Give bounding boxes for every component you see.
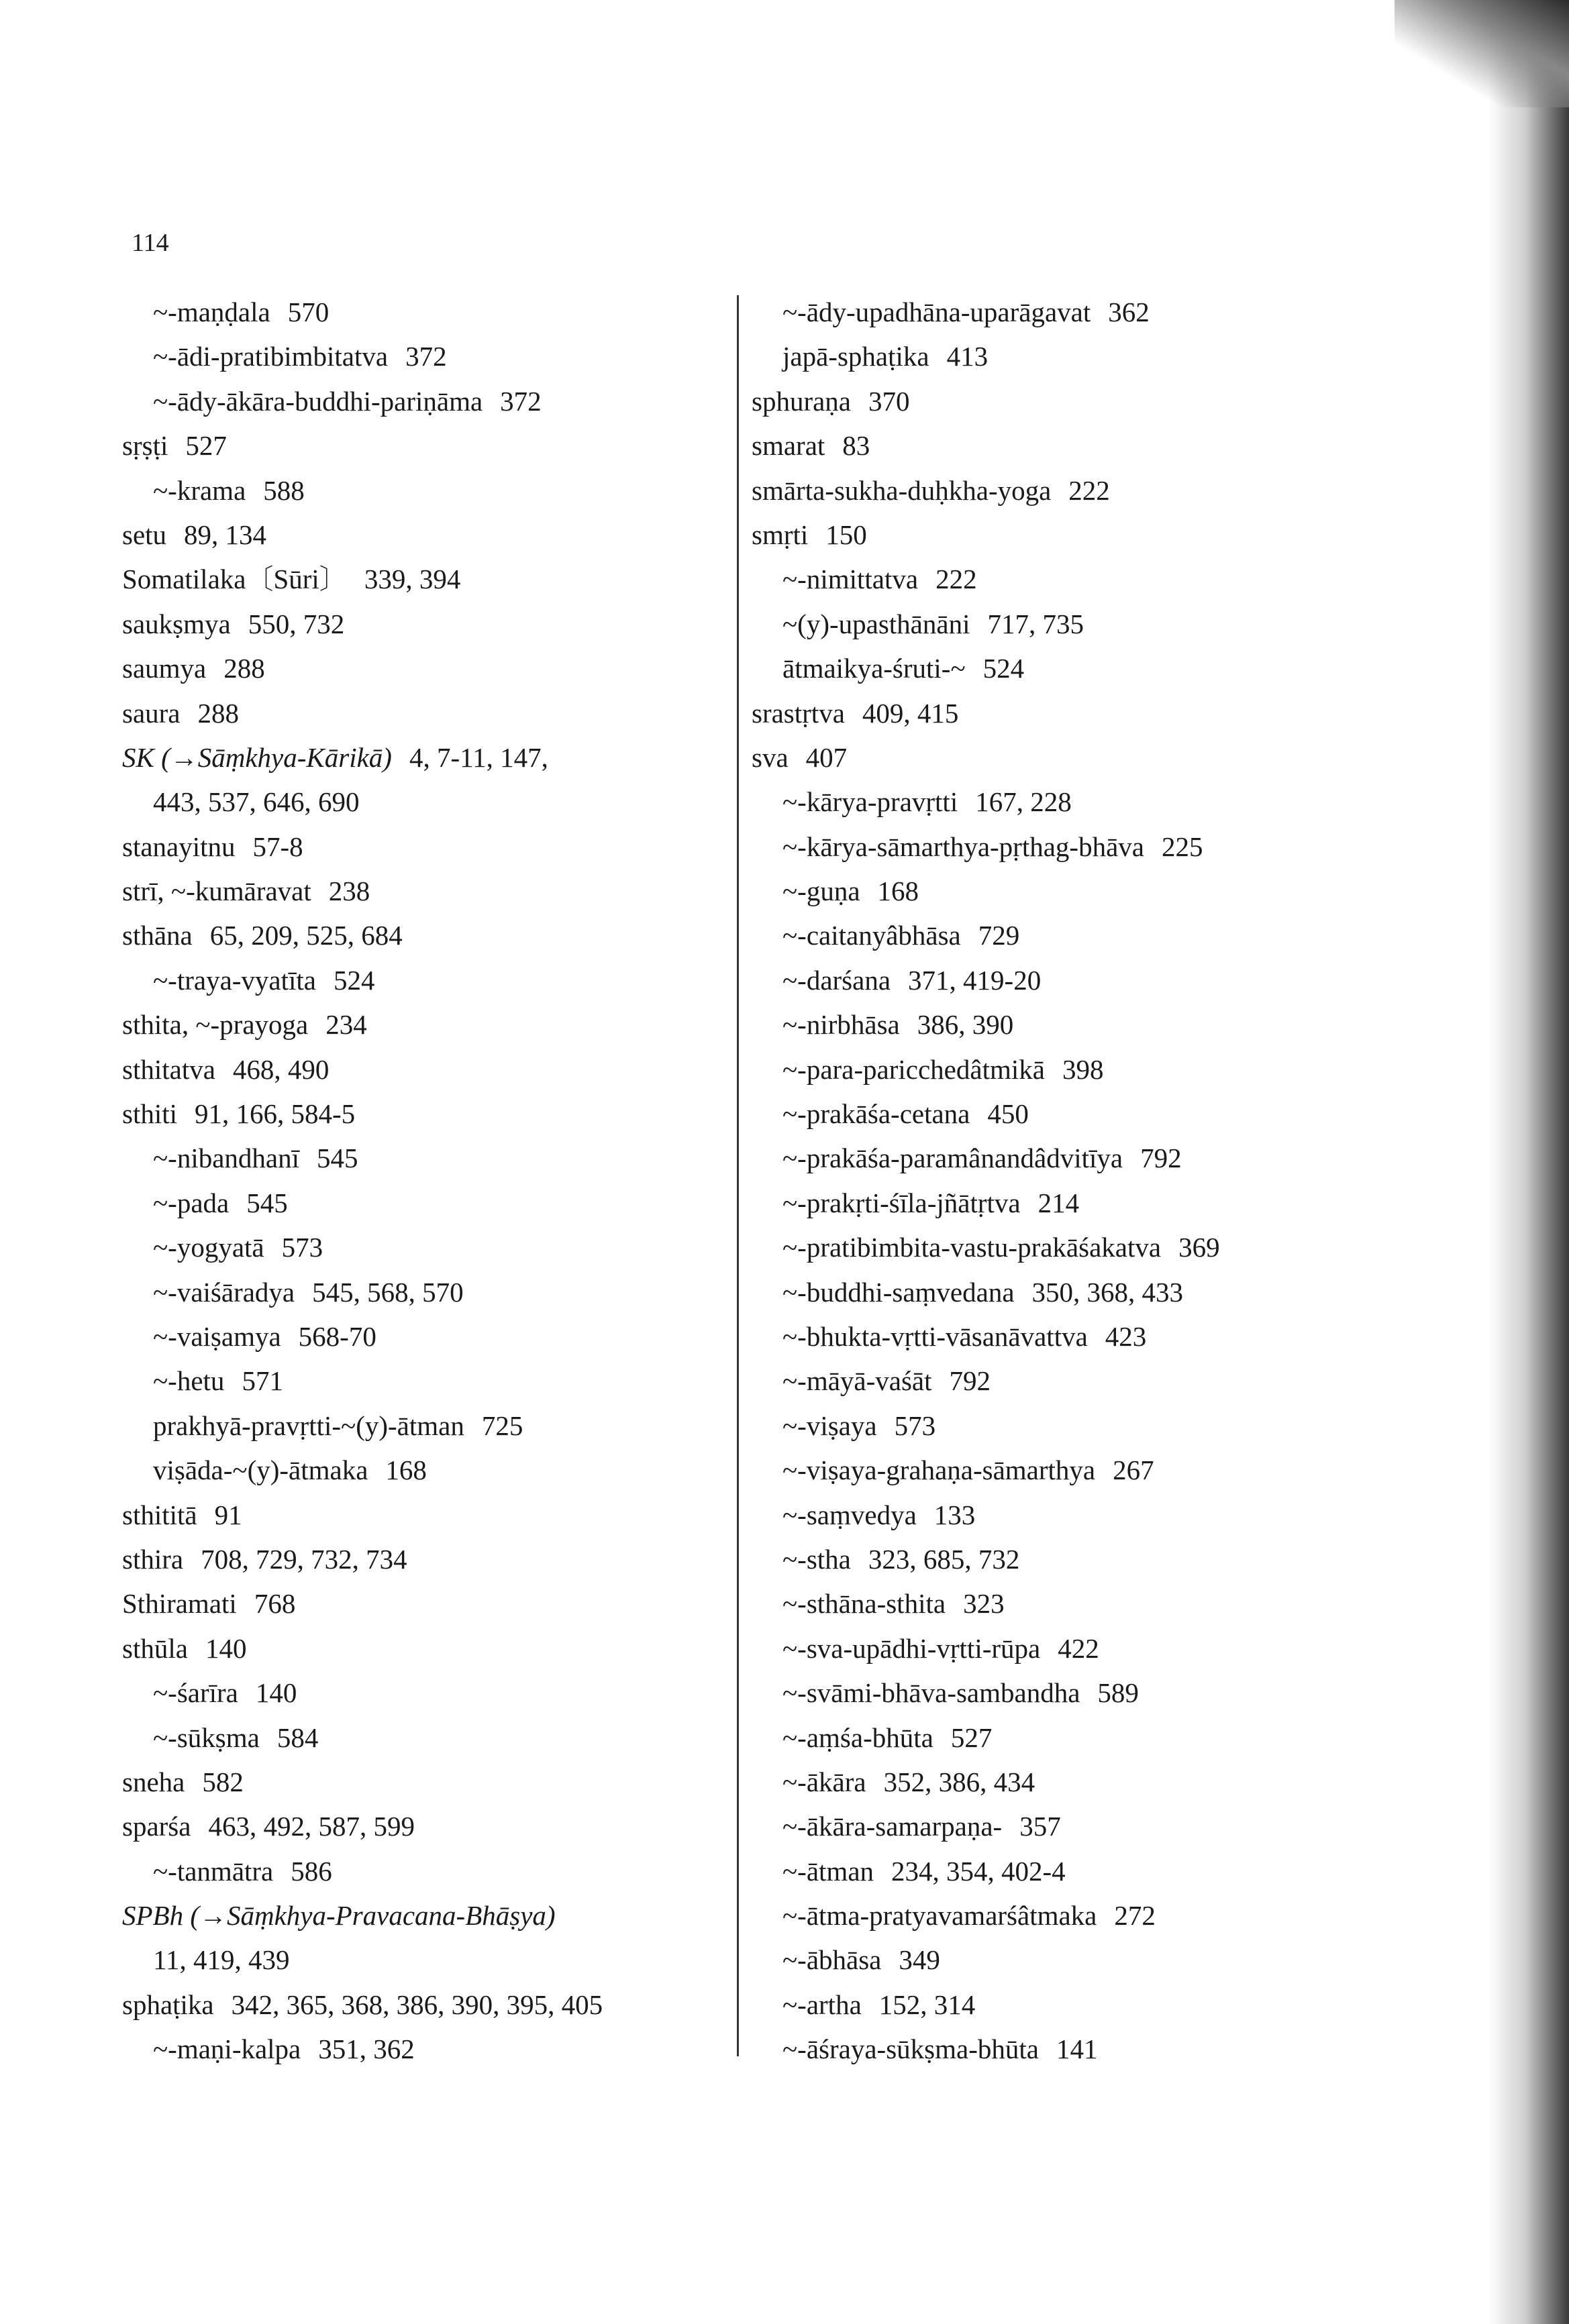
page-edge-shadow — [1488, 0, 1569, 2324]
index-column-left — [122, 290, 603, 2072]
index-entry — [122, 1581, 603, 1626]
index-entry — [752, 1983, 1220, 2027]
index-term: sphaṭika — [122, 1989, 214, 2020]
index-term: ~-viṣaya-grahaṇa-sāmarthya — [782, 1455, 1096, 1486]
index-term: sthitatva — [122, 1053, 215, 1085]
page-references: 351, 362 — [318, 2034, 415, 2065]
page-references: 589 — [1097, 1677, 1139, 1709]
index-entry — [122, 1136, 603, 1180]
page-references: 524 — [982, 653, 1025, 684]
page-references: 443, 537, 646, 690 — [153, 786, 360, 818]
page-references: 323, 685, 732 — [868, 1543, 1020, 1575]
page-references: 83 — [842, 430, 870, 462]
index-column-right — [752, 290, 1220, 2072]
index-entry — [752, 1671, 1220, 1715]
page-references: 65, 209, 525, 684 — [209, 920, 403, 951]
page-references: 352, 386, 434 — [883, 1766, 1035, 1797]
index-entry — [752, 1047, 1220, 1092]
index-entry — [752, 1493, 1220, 1537]
index-term: prakhyā-pravṛtti-~(y)-ātman — [153, 1410, 464, 1441]
page-references: 582 — [202, 1766, 244, 1797]
index-term: saura — [122, 697, 181, 729]
page-references: 463, 492, 587, 599 — [208, 1811, 415, 1842]
index-term: ~-caitanyâbhāsa — [782, 920, 961, 951]
page-references: 524 — [334, 964, 375, 996]
page-references: 369 — [1178, 1232, 1220, 1263]
index-term: ~-ātma-pratyavamarśâtmaka — [782, 1900, 1097, 1932]
index-term: ~-sthāna-sthita — [782, 1588, 946, 1620]
index-term: ~-saṃvedya — [782, 1499, 917, 1530]
page-references: 350, 368, 433 — [1031, 1276, 1184, 1308]
page-references: 386, 390 — [917, 1009, 1014, 1041]
index-entry — [752, 1626, 1220, 1671]
index-entry — [752, 1181, 1220, 1225]
index-entry — [122, 1181, 603, 1225]
index-term: ~-śarīra — [153, 1677, 238, 1709]
index-term: sthita, ~-prayoga — [122, 1009, 309, 1041]
index-entry — [752, 468, 1220, 513]
index-term: ~-ātman — [782, 1855, 874, 1887]
page-references: 768 — [254, 1588, 296, 1620]
index-term: SK (→Sāṃkhya-Kārikā) — [122, 741, 392, 773]
index-entry — [122, 1804, 603, 1848]
index-term: setu — [122, 519, 167, 550]
index-term: ~-ādy-upadhāna-uparāgavat — [782, 297, 1091, 327]
index-term: ~-pada — [153, 1187, 230, 1218]
index-term: ~-svāmi-bhāva-sambandha — [782, 1677, 1080, 1709]
index-term: ~-sva-upādhi-vṛtti-rūpa — [782, 1632, 1041, 1664]
page-references: 167, 228 — [975, 786, 1072, 818]
index-entry — [122, 1849, 603, 1893]
page-references: 571 — [242, 1365, 283, 1397]
page-references: 141 — [1056, 2034, 1098, 2065]
index-entry — [752, 1225, 1220, 1269]
page-references: 234 — [325, 1009, 367, 1041]
index-entry — [752, 958, 1220, 1002]
index-term: ~-krama — [153, 474, 246, 506]
page-references: 568-70 — [298, 1320, 376, 1352]
page-references: 57-8 — [252, 831, 303, 862]
page-references: 398 — [1062, 1053, 1104, 1085]
page-references: 91, 166, 584-5 — [195, 1098, 356, 1130]
page-references: 288 — [197, 697, 240, 729]
index-term: sṛṣṭi — [122, 430, 168, 462]
index-entry — [752, 646, 1220, 690]
page-references: 545 — [317, 1143, 358, 1174]
index-term: ~-prakāśa-cetana — [782, 1098, 970, 1130]
index-entry — [752, 1404, 1220, 1448]
index-entry — [122, 557, 603, 601]
page-references: 573 — [281, 1232, 323, 1263]
page-references: 234, 354, 402-4 — [891, 1855, 1066, 1887]
index-entry — [122, 1047, 603, 1092]
page-references: 357 — [1019, 1811, 1061, 1842]
page-references: 370 — [868, 385, 910, 417]
index-entry — [122, 1715, 603, 1760]
index-entry — [752, 825, 1220, 869]
index-term: ~-pratibimbita-vastu-prakāśakatva — [782, 1232, 1162, 1263]
index-entry — [122, 1493, 603, 1537]
index-entry — [752, 1270, 1220, 1314]
index-entry — [122, 423, 603, 468]
page-references: 729 — [978, 920, 1020, 951]
index-entry — [752, 1760, 1220, 1804]
page-references: 409, 415 — [862, 697, 959, 729]
page-references: 717, 735 — [987, 608, 1084, 639]
index-entry — [752, 290, 1220, 334]
index-term: ~-nimittatva — [782, 564, 919, 595]
index-entry — [122, 1938, 603, 1982]
page-references: 168 — [385, 1455, 427, 1486]
index-entry — [122, 913, 603, 957]
page-references: 468, 490 — [232, 1053, 330, 1085]
index-entry — [122, 825, 603, 869]
index-entry — [122, 691, 603, 735]
index-term: SPBh (→Sāṃkhya-Pravacana-Bhāṣya) — [122, 1900, 556, 1932]
index-term: ~-ākāra — [782, 1766, 866, 1797]
page-references: 550, 732 — [248, 608, 345, 639]
index-term: viṣāda-~(y)-ātmaka — [153, 1455, 368, 1486]
index-entry — [122, 1002, 603, 1047]
index-term: sthititā — [122, 1499, 197, 1530]
index-term: ~(y)-upasthānāni — [782, 608, 970, 639]
page-references: 140 — [205, 1632, 247, 1664]
page-references: 584 — [276, 1722, 319, 1753]
page-references: 89, 134 — [184, 519, 267, 550]
page-references: 267 — [1113, 1455, 1154, 1486]
column-divider — [737, 295, 739, 2056]
index-term: japā-sphaṭika — [782, 341, 929, 372]
index-entry — [122, 2027, 603, 2071]
index-entry — [122, 780, 603, 824]
page-references: 133 — [933, 1499, 976, 1530]
page-references: 527 — [950, 1722, 993, 1753]
index-entry — [752, 1092, 1220, 1136]
index-term: sthāna — [122, 920, 193, 951]
index-entry — [122, 602, 603, 646]
index-term: stanayitnu — [122, 831, 236, 862]
index-term: ~-nirbhāsa — [782, 1009, 900, 1041]
index-entry — [752, 780, 1220, 824]
page-references: 342, 365, 368, 386, 390, 395, 405 — [231, 1989, 603, 2020]
index-term: ~-bhukta-vṛtti-vāsanāvattva — [782, 1320, 1088, 1352]
index-entry — [752, 1359, 1220, 1403]
index-term: sparśa — [122, 1811, 191, 1842]
index-term: ~-viṣaya — [782, 1410, 877, 1441]
index-entry — [752, 379, 1220, 423]
index-entry — [752, 1715, 1220, 1760]
index-entry — [752, 513, 1220, 557]
page-references: 527 — [185, 430, 227, 462]
page-number: 114 — [132, 229, 169, 257]
index-term: ~-artha — [782, 1989, 862, 2020]
index-term: ~-ābhāsa — [782, 1944, 882, 1976]
page-references: 214 — [1037, 1187, 1080, 1218]
index-term: ~-prakṛti-śīla-jñātṛtva — [782, 1187, 1021, 1218]
page-references: 407 — [805, 741, 848, 773]
index-term: ~-maṇḍala — [153, 297, 270, 327]
index-entry — [752, 557, 1220, 601]
index-term: ~-stha — [782, 1543, 851, 1575]
page-references: 792 — [1140, 1143, 1182, 1174]
index-entry — [122, 1359, 603, 1403]
page-references: 222 — [935, 564, 977, 595]
page-references: 11, 419, 439 — [153, 1944, 290, 1976]
index-entry — [122, 1760, 603, 1804]
index-entry — [752, 1938, 1220, 1982]
index-entry — [122, 869, 603, 913]
index-term: ~-māyā-vaśāt — [782, 1365, 932, 1397]
page-references: 422 — [1058, 1632, 1099, 1664]
index-term: ~-kārya-sāmarthya-pṛthag-bhāva — [782, 831, 1144, 862]
page-references: 323 — [963, 1588, 1005, 1620]
index-entry — [752, 1849, 1220, 1893]
index-entry — [752, 1537, 1220, 1581]
index-entry — [752, 423, 1220, 468]
index-term: saumya — [122, 653, 207, 684]
page-references: 372 — [405, 341, 447, 372]
index-entry — [752, 1136, 1220, 1180]
page-references: 362 — [1108, 297, 1150, 327]
page-references: 450 — [987, 1098, 1029, 1130]
index-entry — [122, 379, 603, 423]
page-references: 372 — [500, 385, 542, 417]
index-entry — [752, 1581, 1220, 1626]
index-entry — [122, 1448, 603, 1492]
index-term: ~-sūkṣma — [153, 1722, 260, 1753]
index-entry — [752, 691, 1220, 735]
index-term: ~-ākāra-samarpaṇa- — [782, 1811, 1003, 1842]
index-term: ~-maṇi-kalpa — [153, 2034, 301, 2065]
index-term: smarat — [752, 430, 825, 462]
index-term: ~-āśraya-sūkṣma-bhūta — [782, 2034, 1039, 2065]
index-term: sthiti — [122, 1098, 178, 1130]
index-term: ~-guṇa — [782, 876, 860, 907]
page-references: 725 — [481, 1410, 523, 1441]
page-references: 222 — [1068, 474, 1110, 506]
index-entry — [122, 1270, 603, 1314]
page-references: 792 — [949, 1365, 991, 1397]
index-term: sthūla — [122, 1632, 188, 1664]
page-references: 413 — [946, 341, 989, 372]
index-term: srastṛtva — [752, 697, 845, 729]
index-term: ~-hetu — [153, 1365, 225, 1397]
page-references: 708, 729, 732, 734 — [201, 1543, 407, 1575]
page-references: 4, 7-11, 147, — [409, 741, 548, 773]
index-entry — [752, 869, 1220, 913]
index-term: smārta-sukha-duḥkha-yoga — [752, 474, 1052, 506]
index-entry — [122, 646, 603, 690]
index-term: ~-ādi-pratibimbitatva — [153, 341, 389, 372]
page-references: 570 — [287, 297, 330, 327]
index-entry — [122, 513, 603, 557]
page-references: 586 — [291, 1855, 332, 1887]
index-entry — [122, 1983, 603, 2027]
index-entry — [122, 1537, 603, 1581]
page-references: 272 — [1114, 1900, 1156, 1932]
index-term: sva — [752, 741, 789, 773]
index-term: ~-vaiśāradya — [153, 1276, 295, 1308]
index-term: Sthiramati — [122, 1588, 237, 1620]
page-references: 238 — [328, 876, 370, 907]
index-entry — [752, 913, 1220, 957]
index-entry — [122, 290, 603, 334]
index-term: saukṣmya — [122, 608, 231, 639]
index-term: ~-prakāśa-paramânandâdvitīya — [782, 1143, 1123, 1174]
page-references: 371, 419-20 — [908, 964, 1042, 996]
index-entry — [122, 334, 603, 378]
page-references: 91 — [214, 1499, 242, 1530]
index-term: ~-darśana — [782, 964, 891, 996]
index-term: ~-yogyatā — [153, 1232, 264, 1263]
index-entry — [122, 1092, 603, 1136]
index-entry — [752, 735, 1220, 780]
index-term: strī, ~-kumāravat — [122, 876, 311, 907]
index-entry — [122, 1626, 603, 1671]
page-references: 288 — [223, 653, 265, 684]
index-entry — [752, 1893, 1220, 1938]
page-references: 545 — [246, 1187, 288, 1218]
index-entry — [752, 1314, 1220, 1359]
index-entry — [752, 1804, 1220, 1848]
index-term: sthira — [122, 1543, 184, 1575]
page-references: 150 — [825, 519, 867, 550]
index-term: ~-nibandhanī — [153, 1143, 300, 1174]
page-references: 588 — [263, 474, 305, 506]
index-term: Somatilaka〔Sūri〕 — [122, 564, 347, 595]
index-term: sneha — [122, 1766, 185, 1797]
index-term: ~-tanmātra — [153, 1855, 274, 1887]
page-references: 339, 394 — [364, 564, 461, 595]
page-references: 225 — [1161, 831, 1203, 862]
index-entry — [752, 2027, 1220, 2071]
page-references: 423 — [1105, 1320, 1147, 1352]
page-references: 545, 568, 570 — [312, 1276, 464, 1308]
index-entry — [122, 1671, 603, 1715]
index-entry — [122, 735, 603, 780]
index-entry — [122, 1225, 603, 1269]
index-term: ~-buddhi-saṃvedana — [782, 1276, 1015, 1308]
index-entry — [122, 468, 603, 513]
index-entry — [122, 1404, 603, 1448]
index-term: ~-ādy-ākāra-buddhi-pariṇāma — [153, 385, 483, 417]
index-term: ~-vaiṣamya — [153, 1320, 281, 1352]
page-corner-shadow — [1395, 0, 1569, 107]
page-references: 573 — [894, 1410, 936, 1441]
index-term: smṛti — [752, 519, 809, 550]
page-references: 349 — [899, 1944, 940, 1976]
page-references: 140 — [255, 1677, 297, 1709]
index-term: sphuraṇa — [752, 385, 852, 417]
index-entry — [122, 1893, 603, 1938]
index-term: ~-aṃśa-bhūta — [782, 1722, 933, 1753]
index-entry — [752, 334, 1220, 378]
index-term: ātmaikya-śruti-~ — [782, 653, 966, 684]
index-entry — [752, 1448, 1220, 1492]
index-entry — [122, 1314, 603, 1359]
page-references: 168 — [877, 876, 919, 907]
index-term: ~-para-paricchedâtmikā — [782, 1053, 1045, 1085]
index-term: ~-kārya-pravṛtti — [782, 786, 958, 818]
page-references: 152, 314 — [878, 1989, 976, 2020]
index-entry — [752, 602, 1220, 646]
index-entry — [122, 958, 603, 1002]
index-entry — [752, 1002, 1220, 1047]
index-term: ~-traya-vyatīta — [153, 964, 316, 996]
